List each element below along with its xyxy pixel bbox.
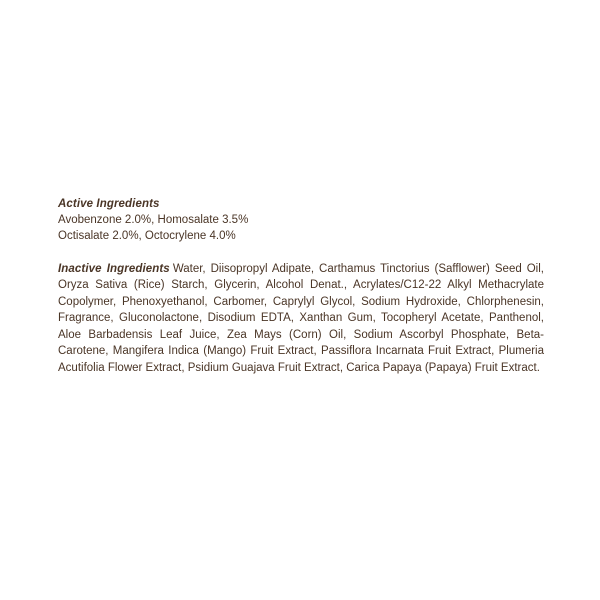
inactive-ingredients-section: [58, 261, 544, 377]
inactive-ingredients-heading: Inactive Ingredients: [58, 262, 170, 275]
active-ingredients-section: [58, 198, 544, 245]
inactive-ingredients-paragraph: [58, 261, 544, 377]
active-ingredients-line-2: Octisalate 2.0%, Octocrylene 4.0%: [58, 230, 236, 243]
active-ingredients-heading: Active Ingredients: [58, 198, 160, 210]
ingredients-block: [58, 198, 544, 388]
inactive-ingredients-text: Water, Diisopropyl Adipate, Carthamus Tinctorius (Safflower) Seed Oil, Oryza Sativa (Rice) Starch, Glycerin, Alcohol Denat., Acrylates/C12-22 Alkyl Methacrylate Copolymer, Phenoxyethanol, Carbomer, Caprylyl Glycol, Sodium Hydroxide, Chlorphenesin, Fragrance, Gluconolactone, Disodium EDTA, Xanthan Gum, Tocopheryl Acetate, Panthenol, Aloe Barbadensis Leaf Juice, Zea Mays (Corn) Oil, Sodium Ascorbyl Phosphate, Beta-Carotene, Mangifera Indica (Mango) Fruit Extract, Passiflora Incarnata Fruit Extract, Plumeria Acutifolia Flower Extract, Psidium Guajava Fruit Extract, Carica Papaya (Papaya) Fruit Extract.: [58, 262, 544, 374]
active-ingredients-line-1: Avobenzone 2.0%, Homosalate 3.5%: [58, 214, 249, 226]
active-ingredients-body: [58, 212, 544, 245]
